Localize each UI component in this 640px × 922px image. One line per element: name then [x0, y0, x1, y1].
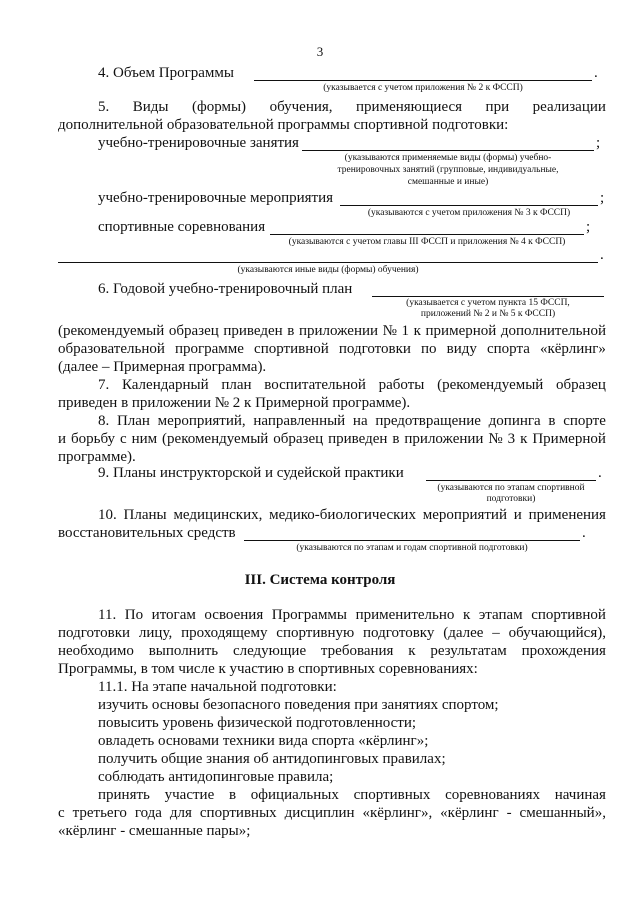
- list-item: повысить уровень физической подготовленности;: [98, 715, 417, 731]
- word: официальных: [250, 787, 339, 803]
- word: борьбу: [70, 431, 116, 447]
- word: мероприятий: [422, 507, 507, 523]
- word: приложении: [404, 431, 484, 447]
- item-6-note-2: приложений № 2 и № 5 к ФССП): [420, 309, 556, 319]
- word: программе: [174, 341, 244, 357]
- word: медико-биологических: [269, 507, 416, 523]
- word: соревнованиях: [445, 787, 540, 803]
- word: Примерной: [532, 431, 606, 447]
- word: №: [488, 431, 503, 447]
- item-4-lead: 4. Объем Программы: [98, 65, 234, 81]
- list-item: овладеть основами техники вида спорта «кёрлинг»;: [98, 733, 429, 749]
- item-6-body-1: [58, 322, 606, 340]
- utm-blank: [340, 205, 598, 206]
- p11-line2: [58, 624, 606, 642]
- item-10-blank: [244, 540, 580, 541]
- word: в: [228, 787, 237, 803]
- other-note: (указываются иные виды (формы) обучения): [237, 265, 419, 275]
- word: в: [548, 413, 556, 429]
- word: на: [352, 413, 368, 429]
- utz-end: ;: [596, 135, 601, 151]
- word: принять: [98, 787, 150, 803]
- word: спортивных: [353, 787, 431, 803]
- word: предотвращение: [375, 413, 481, 429]
- list-item: получить общие знания об антидопинговых правилах;: [98, 751, 446, 767]
- word: обучения,: [269, 99, 333, 115]
- sor-note: (указываются с учетом главы III ФССП и приложения № 4 к ФССП): [288, 237, 566, 247]
- word: третьего: [72, 805, 127, 821]
- word: подготовку: [363, 625, 435, 641]
- item-4-end: .: [594, 65, 598, 81]
- word: «кёрлинг»: [539, 341, 606, 357]
- word: проходящему: [181, 625, 268, 641]
- item-10-lead2: восстановительных средств: [58, 525, 236, 541]
- word: в: [392, 431, 400, 447]
- item-10-end: .: [582, 525, 586, 541]
- other-end: .: [600, 247, 604, 263]
- list-item-participation-3: «кёрлинг - смешанные пары»;: [58, 823, 251, 839]
- item-9-note-1: (указываются по этапам спортивной: [437, 483, 585, 493]
- word: года: [134, 805, 162, 821]
- utz-note-3: смешанные и иные): [407, 177, 489, 187]
- word: -: [506, 805, 512, 821]
- word: применения: [528, 507, 606, 523]
- word: Планы: [123, 507, 167, 523]
- word: с: [58, 805, 65, 821]
- word: следующие: [232, 643, 307, 659]
- word: образец: [556, 377, 606, 393]
- p11-line1: [98, 606, 606, 624]
- sor-end: ;: [586, 219, 591, 235]
- utm-label: учебно-тренировочные мероприятия: [98, 190, 334, 206]
- item-10-line1: [98, 506, 606, 524]
- word: Виды: [132, 99, 169, 115]
- word: и: [513, 507, 522, 523]
- word: освоения: [204, 607, 264, 623]
- item-9-end: .: [598, 465, 602, 481]
- word: допинга: [488, 413, 541, 429]
- word: Программы: [271, 607, 348, 623]
- word: План: [116, 413, 150, 429]
- p11-line3: [58, 642, 606, 660]
- item-6-note-1: (указывается с учетом пункта 15 ФССП,: [406, 298, 570, 308]
- utz-blank: [302, 150, 594, 151]
- word: 3: [507, 431, 516, 447]
- utm-end: ;: [600, 190, 605, 206]
- word: Календарный: [121, 377, 209, 393]
- word: к: [520, 431, 528, 447]
- utz-note-1: (указываются применяемые виды (формы) учебно-: [344, 153, 552, 163]
- item-8-line2: [58, 430, 606, 448]
- list-item: соблюдать антидопинговые правила;: [98, 769, 334, 785]
- item-7-line1: [98, 376, 606, 394]
- word: 5.: [98, 99, 110, 115]
- word: для: [169, 805, 192, 821]
- word: спортивную: [276, 625, 355, 641]
- item-4-note: (указывается с учетом приложения № 2 к ФССП): [323, 83, 523, 93]
- word: приложении: [298, 323, 379, 339]
- word: результатам: [430, 643, 507, 659]
- word: к: [413, 323, 421, 339]
- word: применительно: [355, 607, 455, 623]
- word: прохождения: [521, 643, 606, 659]
- word: обучающийся),: [508, 625, 606, 641]
- word: требования: [320, 643, 394, 659]
- item-4-blank: [254, 80, 592, 81]
- utz-label: учебно-тренировочные занятия: [98, 135, 299, 151]
- word: спортивной: [254, 341, 329, 357]
- item-7-line2: приведен в приложении № 2 к Примерной программе).: [58, 395, 411, 411]
- word: при: [485, 99, 510, 115]
- word: виду: [446, 341, 477, 357]
- word: начиная: [554, 787, 606, 803]
- item-6-lead: 6. Годовой учебно-тренировочный план: [98, 281, 353, 297]
- word: образец: [168, 323, 219, 339]
- word: образовательной: [58, 341, 165, 357]
- item-5-line1: [98, 98, 606, 116]
- sor-blank: [270, 234, 584, 235]
- word: к: [462, 607, 471, 623]
- word: спортивной: [531, 607, 606, 623]
- item-6-body-3: (далее – Примерная программа).: [58, 359, 267, 375]
- item-8-line3: программе).: [58, 449, 136, 465]
- word: необходимо: [58, 643, 134, 659]
- word: этапам: [478, 607, 523, 623]
- list-item: изучить основы безопасного поведения при занятиях спортом;: [98, 697, 499, 713]
- word: ним: [131, 431, 158, 447]
- word: лицу,: [138, 625, 173, 641]
- other-blank: [58, 262, 598, 263]
- word: примерной: [425, 323, 497, 339]
- word: применяющиеся: [356, 99, 463, 115]
- word: в: [287, 323, 295, 339]
- word: подготовки: [58, 625, 131, 641]
- word: участие: [164, 787, 215, 803]
- word: направленный: [253, 413, 346, 429]
- word: мероприятий,: [157, 413, 246, 429]
- p111-title: 11.1. На этапе начальной подготовки:: [98, 679, 337, 695]
- p11-line4: Программы, в том числе к участию в спортивных соревнованиях:: [58, 661, 478, 677]
- word: дисциплин: [284, 805, 355, 821]
- utz-note-2: тренировочных занятий (групповые, индивидуальные,: [337, 165, 559, 175]
- word: «кёрлинг: [440, 805, 499, 821]
- word: спортивных: [199, 805, 277, 821]
- word: план: [221, 377, 252, 393]
- word: 1: [401, 323, 410, 339]
- item-5-line2: дополнительной образовательной программы спортивной подготовки:: [58, 117, 509, 133]
- word: смешанный»,: [519, 805, 606, 821]
- word: итогам: [151, 607, 196, 623]
- word: медицинских,: [173, 507, 263, 523]
- item-9-blank: [426, 480, 596, 481]
- word: –: [492, 625, 500, 641]
- word: образец: [273, 431, 324, 447]
- item-8-line1: [98, 412, 606, 430]
- item-6-blank: [372, 296, 604, 297]
- word: спорте: [563, 413, 606, 429]
- word: реализации: [532, 99, 606, 115]
- word: по: [421, 341, 437, 357]
- word: подготовки: [338, 341, 411, 357]
- word: (рекомендуемый: [58, 323, 165, 339]
- word: воспитательной: [264, 377, 366, 393]
- word: (рекомендуемый: [162, 431, 269, 447]
- word: «кёрлинг»,: [362, 805, 433, 821]
- word: (далее: [443, 625, 484, 641]
- item-6-body-2: [58, 340, 606, 358]
- sor-label: спортивные соревнования: [98, 219, 266, 235]
- word: 11.: [98, 607, 117, 623]
- word: 8.: [98, 413, 110, 429]
- word: приведен: [223, 323, 283, 339]
- list-item-participation-2: [58, 804, 606, 822]
- list-item-participation-1: [98, 786, 606, 804]
- word: По: [124, 607, 144, 623]
- word: с: [119, 431, 127, 447]
- word: (рекомендуемый: [437, 377, 544, 393]
- word: 10.: [98, 507, 117, 523]
- word: спорта: [487, 341, 530, 357]
- word: к: [408, 643, 416, 659]
- item-10-note: (указываются по этапам и годам спортивной подготовки): [296, 543, 528, 553]
- word: и: [58, 431, 67, 447]
- page-number: 3: [316, 44, 324, 59]
- utm-note: (указываются с учетом приложения № 3 к ФССП): [367, 208, 571, 218]
- word: выполнить: [148, 643, 219, 659]
- item-9-lead: 9. Планы инструкторской и судейской практики: [98, 465, 404, 481]
- item-9-note-2: подготовки): [486, 494, 536, 504]
- word: №: [382, 323, 397, 339]
- word: дополнительной: [500, 323, 606, 339]
- word: 7.: [98, 377, 110, 393]
- word: (формы): [192, 99, 247, 115]
- word: приведен: [328, 431, 388, 447]
- word: работы: [378, 377, 425, 393]
- section-heading: III. Система контроля: [244, 572, 396, 588]
